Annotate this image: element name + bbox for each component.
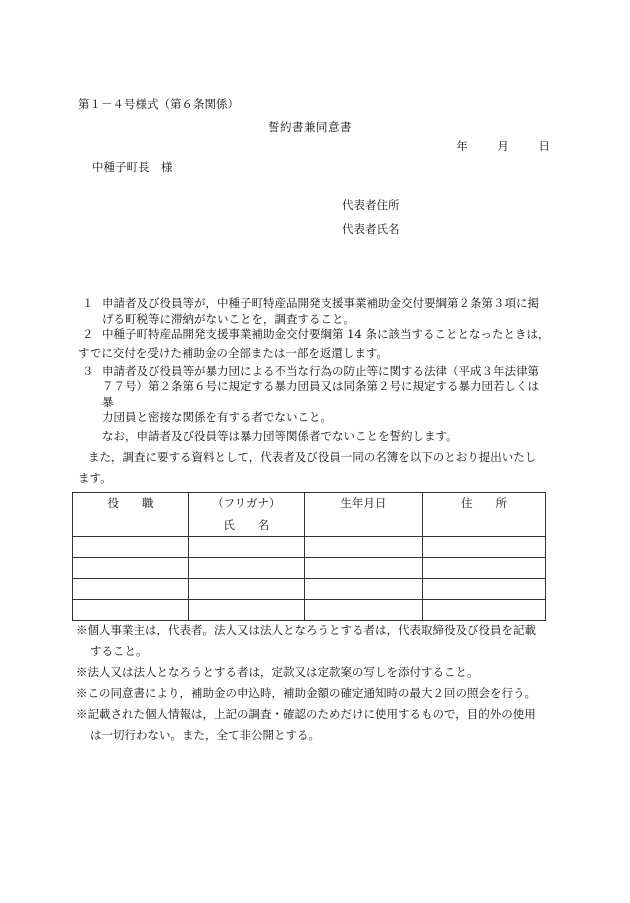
cell-name[interactable]	[188, 579, 304, 600]
pledge-items	[78, 296, 550, 489]
item-text: 中種子町特産品開発支援事業補助金交付要綱第 14 条に該当することとなったときは，	[102, 327, 550, 342]
cell-name[interactable]	[188, 558, 304, 579]
item-number: ３	[82, 363, 94, 378]
pledge-item	[78, 364, 550, 426]
member-list-table	[72, 492, 546, 621]
table-row	[73, 600, 546, 621]
note-text: ※記載された個人情報は，上記の調査・確認のためだけに使用するもので，目的外の使用	[76, 707, 536, 721]
item-number: ２	[82, 327, 94, 342]
cell-name[interactable]	[188, 537, 304, 558]
note-item	[76, 704, 550, 746]
note-text: は一切行わない。また，全て非公開とする。	[90, 728, 320, 742]
pledge-item	[78, 327, 550, 343]
cell-birthdate[interactable]	[304, 579, 422, 600]
submission-statement: また，調査に要する資料として，代表者及び役員一同の名簿を以下のとおり提出いたし	[88, 449, 537, 464]
notes-section	[76, 620, 550, 746]
addressee: 中種子町長 様	[92, 160, 173, 174]
table-row	[73, 558, 546, 579]
cell-address[interactable]	[423, 600, 546, 621]
col-birthdate: 生年月日	[304, 493, 422, 537]
cell-position[interactable]	[73, 558, 189, 579]
cell-address[interactable]	[423, 558, 546, 579]
note-text: ※法人又は法人となろうとする者は，定款又は定款案の写しを添付すること。	[76, 665, 479, 679]
cell-name[interactable]	[188, 600, 304, 621]
item-text: ７７号）第２条第６号に規定する暴力団員又は同条第２号に規定する暴力団若しくは暴	[102, 379, 539, 409]
cell-birthdate[interactable]	[304, 558, 422, 579]
submission-statement: ます。	[78, 470, 112, 485]
cell-position[interactable]	[73, 579, 189, 600]
date-day: 日	[538, 139, 550, 153]
item-text: すでに交付を受けた補助金の全部または一部を返還します。	[78, 345, 388, 360]
cell-address[interactable]	[423, 579, 546, 600]
col-address: 住 所	[423, 493, 546, 537]
oath-statement: なお，申請者及び役員等は暴力団等関係者でないことを誓約します。	[102, 428, 458, 443]
note-text: ※個人事業主は，代表者。法人又は法人となろうとする者は，代表取締役及び役員を記載	[76, 623, 536, 637]
document-title: 誓約書兼同意書	[268, 120, 352, 134]
note-item	[76, 662, 550, 683]
item-number: １	[82, 296, 94, 310]
item-text: げる町税等に滞納がないことを，調査すること。	[102, 311, 355, 326]
date-year: 年	[456, 139, 468, 153]
cell-position[interactable]	[73, 600, 189, 621]
rep-name-label: 代表者氏名	[342, 222, 400, 236]
pledge-item	[78, 296, 550, 327]
cell-address[interactable]	[423, 537, 546, 558]
item-text: 申請者及び役員等が，中種子町特産品開発支援事業補助金交付要綱第２条第３項に掲	[102, 296, 539, 310]
col-position: 役 職	[73, 493, 189, 537]
note-item	[76, 683, 550, 704]
note-item	[76, 620, 550, 662]
table-row	[73, 579, 546, 600]
cell-birthdate[interactable]	[304, 600, 422, 621]
note-text: すること。	[90, 644, 148, 658]
cell-position[interactable]	[73, 537, 189, 558]
date-month: 月	[497, 139, 509, 153]
rep-address-label: 代表者住所	[342, 198, 400, 212]
cell-birthdate[interactable]	[304, 537, 422, 558]
item-text: 力団員と密接な関係を有する者でないこと。	[102, 410, 332, 425]
col-name	[188, 493, 304, 537]
note-text: ※この同意書により，補助金の申込時，補助金額の確定通知時の最大２回の照会を行う。	[76, 686, 536, 700]
table-header-row	[73, 493, 546, 537]
col-name-label: 氏 名	[223, 517, 270, 532]
col-furigana-label: （フリガナ）	[212, 496, 281, 510]
item-text: 申請者及び役員等が暴力団による不当な行為の防止等に関する法律（平成３年法律第	[102, 363, 539, 378]
table-row	[73, 537, 546, 558]
date-line	[456, 139, 550, 155]
form-number: 第１－４号様式（第６条関係）	[78, 97, 239, 111]
